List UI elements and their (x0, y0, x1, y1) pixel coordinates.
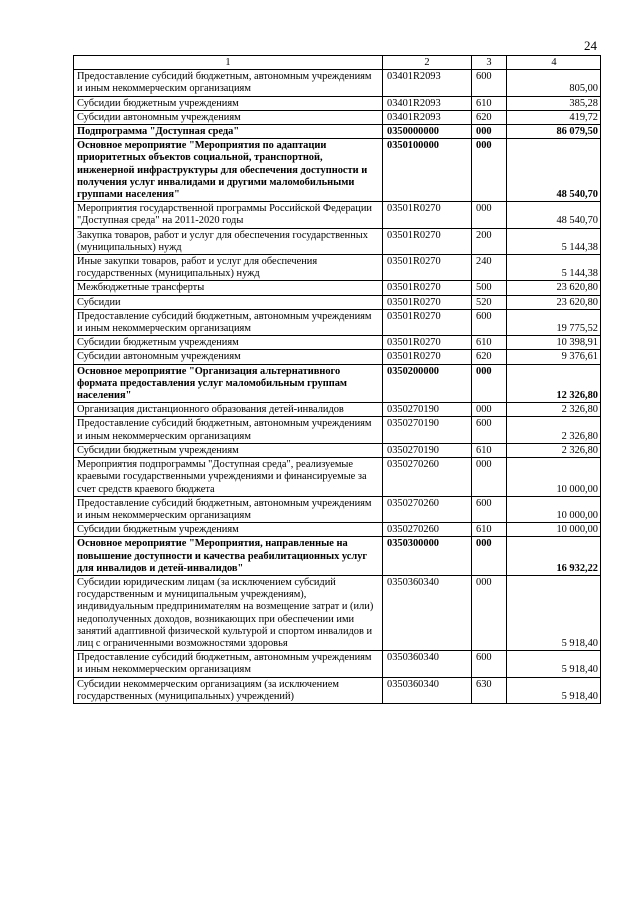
row-amount-cell: 12 326,80 (507, 364, 601, 403)
row-name-cell: Субсидии автономным учреждениям (74, 350, 383, 364)
table-row (74, 537, 601, 576)
row-code-cell: 03501R0270 (383, 202, 472, 228)
row-name-cell: Основное мероприятие "Мероприятия по адаптации приоритетных объектов социальной, транспортной, инженерной инфраструктуры для обеспечения доступности и получения услуг инвалидами и другими маломобильными группами населения" (74, 139, 383, 202)
row-code-cell: 03501R0270 (383, 228, 472, 254)
row-name-cell: Закупка товаров, работ и услуг для обеспечения государственных (муниципальных) нужд (74, 228, 383, 254)
row-code-cell: 0350100000 (383, 139, 472, 202)
table-row (74, 575, 601, 650)
row-amount-cell: 2 326,80 (507, 443, 601, 457)
row-amount-cell: 10 398,91 (507, 336, 601, 350)
row-code-cell: 03501R0270 (383, 350, 472, 364)
row-code-cell: 0350270260 (383, 458, 472, 497)
row-amount-cell: 5 918,40 (507, 677, 601, 703)
row-type-cell: 240 (472, 255, 507, 281)
table-row (74, 336, 601, 350)
row-code-cell: 03401R2093 (383, 110, 472, 124)
row-amount-cell: 9 376,61 (507, 350, 601, 364)
row-amount-cell: 2 326,80 (507, 417, 601, 443)
header-col-4: 4 (507, 56, 601, 70)
row-amount-cell: 19 775,52 (507, 309, 601, 335)
table-row (74, 228, 601, 254)
row-amount-cell: 805,00 (507, 70, 601, 96)
row-type-cell: 000 (472, 139, 507, 202)
row-name-cell: Подпрограмма "Доступная среда" (74, 125, 383, 139)
row-code-cell: 03401R2093 (383, 96, 472, 110)
row-type-cell: 000 (472, 202, 507, 228)
header-col-2: 2 (383, 56, 472, 70)
row-amount-cell: 48 540,70 (507, 139, 601, 202)
row-name-cell: Субсидии (74, 295, 383, 309)
row-name-cell: Основное мероприятие "Мероприятия, направленные на повышение доступности и качества реабилитационных услуг для инвалидов и детей-инвалидов" (74, 537, 383, 576)
row-amount-cell: 5 144,38 (507, 228, 601, 254)
row-code-cell: 0350360340 (383, 575, 472, 650)
row-amount-cell: 10 000,00 (507, 496, 601, 522)
row-amount-cell: 5 918,40 (507, 651, 601, 677)
row-code-cell: 0350270260 (383, 496, 472, 522)
row-name-cell: Субсидии юридическим лицам (за исключением субсидий государственным и муниципальным учреждениям), индивидуальным предпринимателям на возмещение затрат и (или) недополученных доходов, возникающих при обеспечении ими занятий адаптивной физической культурой и спортом инвалидов и лиц с ограниченными возможностями здоровья (74, 575, 383, 650)
table-row (74, 70, 601, 96)
table-row (74, 403, 601, 417)
table-row (74, 125, 601, 139)
row-name-cell: Субсидии бюджетным учреждениям (74, 523, 383, 537)
table-row (74, 458, 601, 497)
row-code-cell: 0350200000 (383, 364, 472, 403)
row-name-cell: Субсидии автономным учреждениям (74, 110, 383, 124)
row-amount-cell: 419,72 (507, 110, 601, 124)
table-header-row (74, 56, 601, 70)
table-row (74, 523, 601, 537)
row-type-cell: 620 (472, 110, 507, 124)
row-name-cell: Организация дистанционного образования детей-инвалидов (74, 403, 383, 417)
row-code-cell: 03501R0270 (383, 295, 472, 309)
row-code-cell: 0350270260 (383, 523, 472, 537)
row-type-cell: 600 (472, 309, 507, 335)
row-code-cell: 03501R0270 (383, 281, 472, 295)
table-row (74, 350, 601, 364)
table-row (74, 281, 601, 295)
row-amount-cell: 385,28 (507, 96, 601, 110)
row-name-cell: Субсидии некоммерческим организациям (за исключением государственных (муниципальных) учреждений) (74, 677, 383, 703)
row-name-cell: Иные закупки товаров, работ и услуг для обеспечения государственных (муниципальных) нужд (74, 255, 383, 281)
header-col-1: 1 (74, 56, 383, 70)
row-type-cell: 600 (472, 651, 507, 677)
page-number: 24 (584, 38, 597, 53)
row-amount-cell: 48 540,70 (507, 202, 601, 228)
row-code-cell: 0350000000 (383, 125, 472, 139)
row-amount-cell: 2 326,80 (507, 403, 601, 417)
budget-table (73, 55, 601, 704)
header-col-3: 3 (472, 56, 507, 70)
row-type-cell: 600 (472, 70, 507, 96)
row-code-cell: 0350270190 (383, 443, 472, 457)
row-name-cell: Субсидии бюджетным учреждениям (74, 96, 383, 110)
row-name-cell: Предоставление субсидий бюджетным, автономным учреждениям и иным некоммерческим организациям (74, 651, 383, 677)
row-type-cell: 620 (472, 350, 507, 364)
row-name-cell: Предоставление субсидий бюджетным, автономным учреждениям и иным некоммерческим организациям (74, 70, 383, 96)
row-code-cell: 0350270190 (383, 417, 472, 443)
row-code-cell: 0350270190 (383, 403, 472, 417)
row-name-cell: Предоставление субсидий бюджетным, автономным учреждениям и иным некоммерческим организациям (74, 496, 383, 522)
row-type-cell: 520 (472, 295, 507, 309)
row-name-cell: Основное мероприятие "Организация альтернативного формата предоставления услуг маломобильным группам населения" (74, 364, 383, 403)
row-type-cell: 610 (472, 336, 507, 350)
table-row (74, 202, 601, 228)
row-type-cell: 000 (472, 575, 507, 650)
table-row (74, 139, 601, 202)
row-type-cell: 000 (472, 125, 507, 139)
table-row (74, 295, 601, 309)
row-type-cell: 000 (472, 458, 507, 497)
row-type-cell: 000 (472, 364, 507, 403)
row-type-cell: 500 (472, 281, 507, 295)
row-name-cell: Мероприятия государственной программы Российской Федерации "Доступная среда" на 2011-2020 годы (74, 202, 383, 228)
row-type-cell: 200 (472, 228, 507, 254)
row-amount-cell: 23 620,80 (507, 281, 601, 295)
table-row (74, 496, 601, 522)
row-type-cell: 610 (472, 523, 507, 537)
table-row (74, 443, 601, 457)
row-type-cell: 610 (472, 443, 507, 457)
row-code-cell: 03501R0270 (383, 255, 472, 281)
table-row (74, 651, 601, 677)
row-type-cell: 000 (472, 537, 507, 576)
row-name-cell: Субсидии бюджетным учреждениям (74, 336, 383, 350)
table-row (74, 255, 601, 281)
row-amount-cell: 5 918,40 (507, 575, 601, 650)
table-row (74, 309, 601, 335)
row-amount-cell: 5 144,38 (507, 255, 601, 281)
row-amount-cell: 86 079,50 (507, 125, 601, 139)
row-name-cell: Мероприятия подпрограммы "Доступная среда", реализуемые краевыми государственными учреждениями и финансируемые за счет средств краевого бюджета (74, 458, 383, 497)
table-row (74, 364, 601, 403)
row-name-cell: Субсидии бюджетным учреждениям (74, 443, 383, 457)
row-code-cell: 03401R2093 (383, 70, 472, 96)
row-type-cell: 630 (472, 677, 507, 703)
row-code-cell: 0350300000 (383, 537, 472, 576)
row-code-cell: 03501R0270 (383, 309, 472, 335)
table-row (74, 110, 601, 124)
row-type-cell: 600 (472, 496, 507, 522)
row-code-cell: 0350360340 (383, 677, 472, 703)
row-name-cell: Межбюджетные трансферты (74, 281, 383, 295)
row-amount-cell: 16 932,22 (507, 537, 601, 576)
row-code-cell: 0350360340 (383, 651, 472, 677)
row-name-cell: Предоставление субсидий бюджетным, автономным учреждениям и иным некоммерческим организациям (74, 309, 383, 335)
table-row (74, 677, 601, 703)
table-row (74, 96, 601, 110)
row-amount-cell: 10 000,00 (507, 523, 601, 537)
row-amount-cell: 10 000,00 (507, 458, 601, 497)
row-type-cell: 000 (472, 403, 507, 417)
table-row (74, 417, 601, 443)
row-type-cell: 600 (472, 417, 507, 443)
row-code-cell: 03501R0270 (383, 336, 472, 350)
row-type-cell: 610 (472, 96, 507, 110)
row-amount-cell: 23 620,80 (507, 295, 601, 309)
row-name-cell: Предоставление субсидий бюджетным, автономным учреждениям и иным некоммерческим организациям (74, 417, 383, 443)
